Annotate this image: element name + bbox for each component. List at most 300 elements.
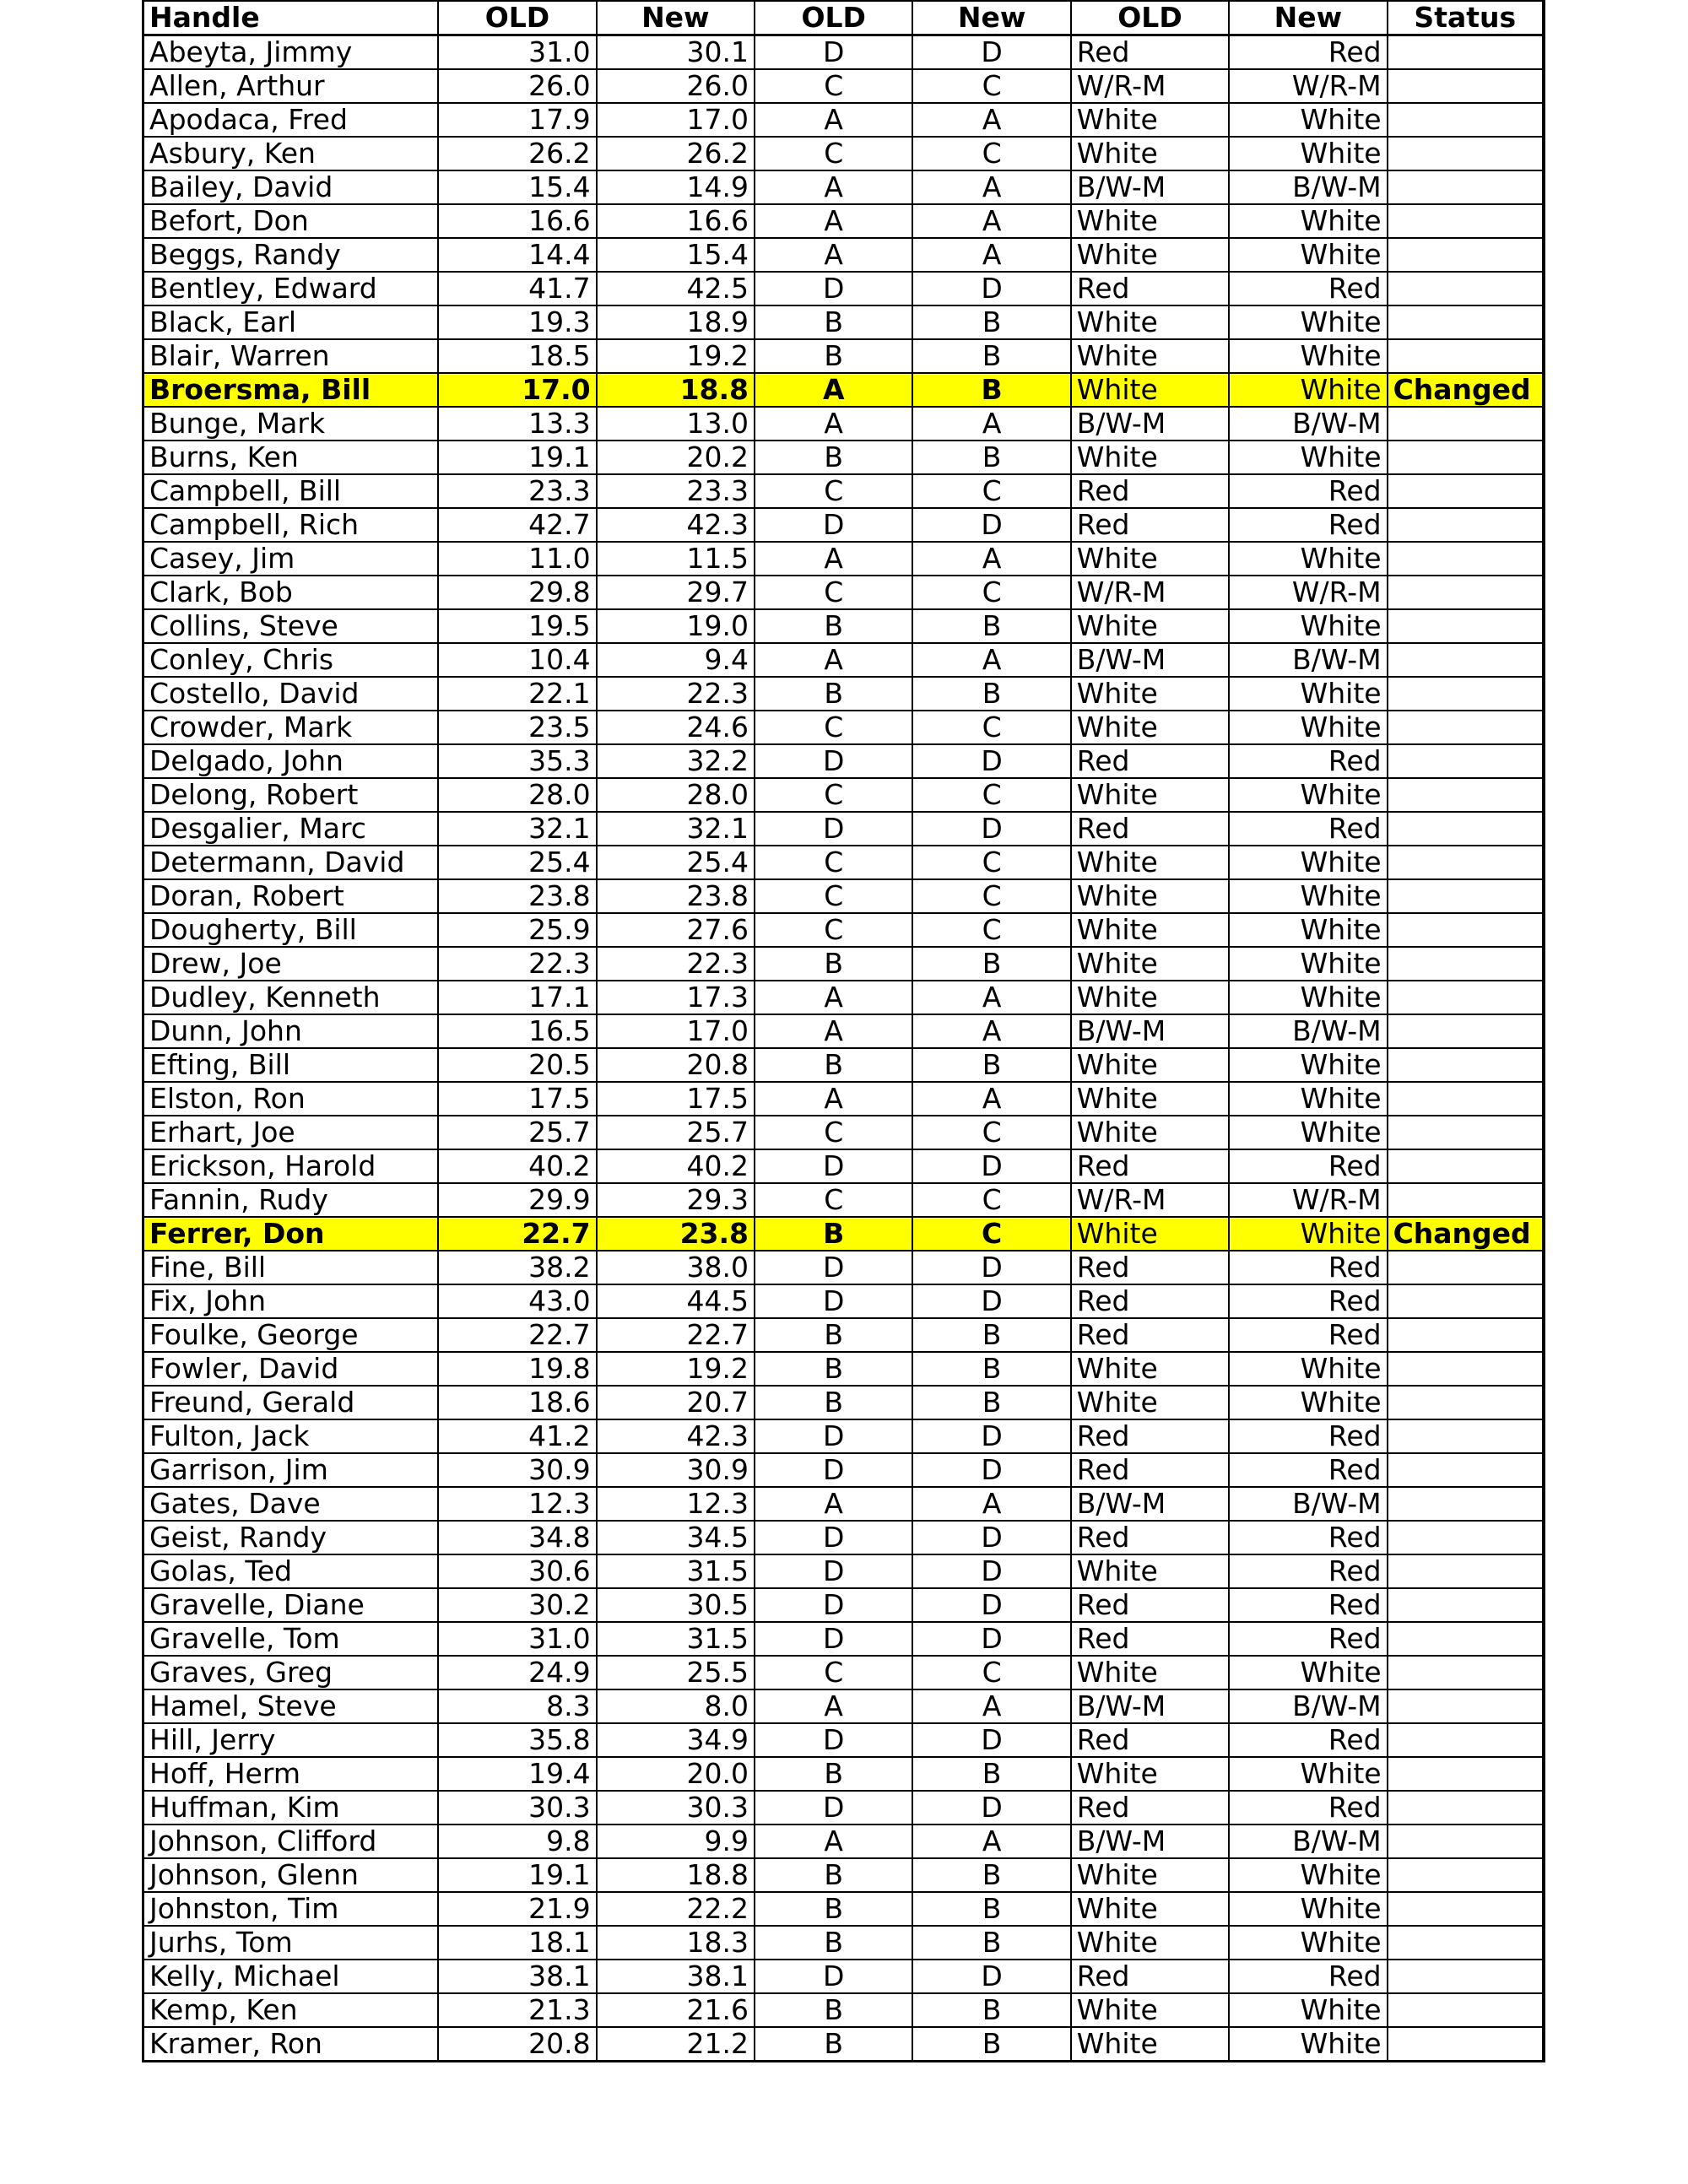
table-row [143,204,1545,238]
cell-new-grade: D [912,1554,1070,1588]
table-row [143,137,1545,170]
cell-new-color: W/R-M [1229,1183,1387,1217]
cell-new-color: White [1229,981,1387,1014]
cell-new-color: Red [1229,474,1387,508]
cell-old-number: 35.3 [438,744,596,778]
cell-new-grade: D [912,1453,1070,1487]
cell-old-number: 19.3 [438,305,596,339]
cell-new-number: 21.2 [597,2027,755,2062]
cell-old-grade: A [755,981,912,1014]
cell-handle: Elston, Ron [143,1082,439,1116]
cell-new-number: 18.9 [597,305,755,339]
cell-new-grade: B [912,1993,1070,2027]
cell-new-grade: A [912,542,1070,576]
cell-old-number: 21.3 [438,1993,596,2027]
cell-new-grade: B [912,1318,1070,1352]
table-row [143,1656,1545,1689]
cell-new-number: 21.6 [597,1993,755,2027]
cell-new-grade: A [912,643,1070,677]
cell-handle: Delgado, John [143,744,439,778]
cell-status [1388,305,1544,339]
cell-new-number: 23.8 [597,879,755,913]
cell-handle: Hamel, Steve [143,1689,439,1723]
cell-handle: Foulke, George [143,1318,439,1352]
cell-old-grade: C [755,711,912,744]
cell-old-color: W/R-M [1071,1183,1229,1217]
cell-new-number: 16.6 [597,204,755,238]
cell-new-number: 9.9 [597,1825,755,1858]
cell-handle: Johnson, Clifford [143,1825,439,1858]
cell-new-color: White [1229,137,1387,170]
cell-new-number: 22.2 [597,1892,755,1926]
cell-old-color: White [1071,1892,1229,1926]
cell-old-color: Red [1071,272,1229,305]
cell-new-number: 34.9 [597,1723,755,1757]
cell-old-number: 22.3 [438,947,596,981]
table-row [143,2027,1545,2062]
cell-old-grade: C [755,1183,912,1217]
cell-new-color: Red [1229,1149,1387,1183]
cell-old-number: 21.9 [438,1892,596,1926]
cell-new-color: White [1229,103,1387,137]
cell-handle: Casey, Jim [143,542,439,576]
table-row [143,812,1545,846]
cell-new-grade: D [912,1521,1070,1554]
cell-new-color: W/R-M [1229,576,1387,609]
cell-old-grade: C [755,474,912,508]
cell-handle: Hill, Jerry [143,1723,439,1757]
table-row [143,508,1545,542]
cell-handle: Gravelle, Diane [143,1588,439,1622]
cell-new-grade: B [912,677,1070,711]
cell-new-grade: B [912,1048,1070,1082]
cell-new-number: 42.3 [597,1419,755,1453]
cell-handle: Freund, Gerald [143,1386,439,1419]
cell-new-number: 20.0 [597,1757,755,1791]
cell-old-color: White [1071,947,1229,981]
header-old-color: OLD [1071,1,1229,35]
cell-handle: Erhart, Joe [143,1116,439,1149]
cell-old-color: Red [1071,1521,1229,1554]
cell-old-number: 16.6 [438,204,596,238]
cell-new-number: 15.4 [597,238,755,272]
table-row [143,1251,1545,1284]
cell-new-number: 17.3 [597,981,755,1014]
cell-handle: Abeyta, Jimmy [143,35,439,70]
cell-old-number: 22.1 [438,677,596,711]
cell-old-number: 19.1 [438,1858,596,1892]
cell-new-number: 25.5 [597,1656,755,1689]
table-row [143,1791,1545,1825]
cell-old-grade: B [755,1993,912,2027]
cell-status [1388,1251,1544,1284]
cell-status [1388,441,1544,474]
cell-status [1388,1048,1544,1082]
cell-new-color: White [1229,1993,1387,2027]
cell-status [1388,204,1544,238]
cell-new-color: White [1229,1926,1387,1960]
cell-new-number: 13.0 [597,407,755,441]
cell-old-color: White [1071,103,1229,137]
cell-new-color: Red [1229,812,1387,846]
header-new-number: New [597,1,755,35]
cell-old-color: W/R-M [1071,69,1229,103]
cell-status [1388,1588,1544,1622]
table-row [143,1116,1545,1149]
cell-old-color: Red [1071,1149,1229,1183]
table-row [143,1554,1545,1588]
cell-handle: Black, Earl [143,305,439,339]
cell-handle: Johnston, Tim [143,1892,439,1926]
cell-old-number: 19.4 [438,1757,596,1791]
cell-old-number: 18.5 [438,339,596,373]
cell-new-color: Red [1229,272,1387,305]
cell-new-number: 18.3 [597,1926,755,1960]
cell-status [1388,576,1544,609]
table-row [143,1993,1545,2027]
cell-old-number: 18.6 [438,1386,596,1419]
cell-new-color: White [1229,677,1387,711]
cell-new-color: White [1229,1892,1387,1926]
cell-handle: Blair, Warren [143,339,439,373]
cell-old-color: White [1071,1116,1229,1149]
cell-status [1388,1757,1544,1791]
cell-handle: Hoff, Herm [143,1757,439,1791]
table-row [143,677,1545,711]
cell-status [1388,407,1544,441]
cell-old-color: White [1071,677,1229,711]
cell-handle: Efting, Bill [143,1048,439,1082]
cell-new-grade: A [912,103,1070,137]
cell-old-color: White [1071,1082,1229,1116]
cell-old-number: 32.1 [438,812,596,846]
cell-status [1388,711,1544,744]
cell-old-number: 25.9 [438,913,596,947]
cell-status [1388,474,1544,508]
cell-old-grade: D [755,1588,912,1622]
cell-old-color: White [1071,339,1229,373]
cell-old-color: Red [1071,812,1229,846]
cell-new-color: Red [1229,1960,1387,1993]
cell-old-number: 18.1 [438,1926,596,1960]
cell-old-number: 16.5 [438,1014,596,1048]
cell-new-number: 34.5 [597,1521,755,1554]
cell-old-grade: B [755,339,912,373]
cell-status [1388,69,1544,103]
cell-new-grade: B [912,2027,1070,2062]
cell-old-color: Red [1071,1284,1229,1318]
cell-old-number: 19.5 [438,609,596,643]
cell-handle: Fulton, Jack [143,1419,439,1453]
header-old-number: OLD [438,1,596,35]
table-row [143,846,1545,879]
cell-old-grade: A [755,1825,912,1858]
cell-status [1388,1926,1544,1960]
cell-new-color: B/W-M [1229,1014,1387,1048]
cell-old-number: 30.6 [438,1554,596,1588]
cell-status [1388,1892,1544,1926]
cell-new-number: 20.7 [597,1386,755,1419]
table-row [143,1757,1545,1791]
cell-old-color: White [1071,1757,1229,1791]
cell-status [1388,508,1544,542]
cell-handle: Apodaca, Fred [143,103,439,137]
cell-status [1388,1858,1544,1892]
cell-handle: Determann, David [143,846,439,879]
cell-new-color: White [1229,947,1387,981]
cell-old-color: Red [1071,1960,1229,1993]
cell-old-color: White [1071,981,1229,1014]
cell-status [1388,1993,1544,2027]
cell-new-color: White [1229,1048,1387,1082]
cell-handle: Geist, Randy [143,1521,439,1554]
cell-new-color: White [1229,1217,1387,1251]
table-row [143,1014,1545,1048]
cell-old-color: White [1071,1217,1229,1251]
cell-new-number: 25.4 [597,846,755,879]
cell-status [1388,1419,1544,1453]
cell-status [1388,137,1544,170]
table-row [143,1858,1545,1892]
cell-new-grade: A [912,1825,1070,1858]
cell-old-number: 35.8 [438,1723,596,1757]
cell-new-color: White [1229,542,1387,576]
cell-old-grade: D [755,35,912,70]
cell-new-number: 38.1 [597,1960,755,1993]
cell-new-grade: D [912,1149,1070,1183]
cell-handle: Campbell, Bill [143,474,439,508]
cell-new-color: White [1229,879,1387,913]
cell-handle: Kramer, Ron [143,2027,439,2062]
cell-new-color: Red [1229,1791,1387,1825]
cell-old-grade: B [755,441,912,474]
cell-new-color: White [1229,238,1387,272]
cell-new-color: White [1229,373,1387,407]
cell-old-color: Red [1071,744,1229,778]
table-row [143,576,1545,609]
cell-status [1388,879,1544,913]
table-row [143,170,1545,204]
cell-old-grade: A [755,1487,912,1521]
cell-new-color: Red [1229,1521,1387,1554]
table-row [143,1318,1545,1352]
table-row [143,1419,1545,1453]
table-row [143,1521,1545,1554]
cell-new-color: Red [1229,508,1387,542]
cell-new-grade: D [912,812,1070,846]
cell-old-number: 41.2 [438,1419,596,1453]
cell-status [1388,812,1544,846]
cell-new-color: W/R-M [1229,69,1387,103]
cell-status [1388,1183,1544,1217]
cell-status [1388,1116,1544,1149]
cell-old-number: 29.9 [438,1183,596,1217]
cell-old-color: Red [1071,1588,1229,1622]
table-row [143,474,1545,508]
table-row [143,1284,1545,1318]
table-row [143,1960,1545,1993]
cell-handle: Fix, John [143,1284,439,1318]
cell-status [1388,35,1544,70]
table-row [143,981,1545,1014]
cell-status [1388,2027,1544,2062]
cell-old-grade: D [755,1453,912,1487]
cell-new-grade: D [912,1723,1070,1757]
cell-old-grade: B [755,1048,912,1082]
cell-old-grade: C [755,69,912,103]
cell-old-number: 30.9 [438,1453,596,1487]
cell-new-grade: C [912,1183,1070,1217]
cell-new-grade: D [912,1960,1070,1993]
cell-new-color: Red [1229,1453,1387,1487]
cell-new-color: B/W-M [1229,643,1387,677]
cell-new-color: B/W-M [1229,170,1387,204]
cell-handle: Doran, Robert [143,879,439,913]
cell-old-color: Red [1071,35,1229,70]
cell-new-color: Red [1229,1554,1387,1588]
cell-new-grade: C [912,846,1070,879]
cell-old-grade: D [755,1723,912,1757]
cell-status [1388,1723,1544,1757]
cell-handle: Dudley, Kenneth [143,981,439,1014]
cell-new-color: Red [1229,1318,1387,1352]
cell-new-color: White [1229,305,1387,339]
cell-old-color: White [1071,373,1229,407]
cell-new-number: 20.2 [597,441,755,474]
cell-status [1388,1622,1544,1656]
cell-handle: Dougherty, Bill [143,913,439,947]
cell-new-grade: A [912,204,1070,238]
cell-status [1388,677,1544,711]
cell-new-grade: C [912,778,1070,812]
cell-old-grade: B [755,1892,912,1926]
cell-old-grade: A [755,238,912,272]
cell-old-grade: A [755,1014,912,1048]
cell-old-grade: B [755,1926,912,1960]
cell-new-color: White [1229,441,1387,474]
cell-new-number: 19.2 [597,1352,755,1386]
table-row [143,1689,1545,1723]
cell-status [1388,1487,1544,1521]
cell-new-number: 22.3 [597,947,755,981]
cell-handle: Graves, Greg [143,1656,439,1689]
cell-old-number: 40.2 [438,1149,596,1183]
cell-old-number: 14.4 [438,238,596,272]
cell-old-grade: B [755,609,912,643]
cell-handle: Golas, Ted [143,1554,439,1588]
cell-new-grade: B [912,609,1070,643]
cell-old-color: White [1071,1993,1229,2027]
cell-old-color: B/W-M [1071,407,1229,441]
header-new-color: New [1229,1,1387,35]
cell-old-grade: B [755,305,912,339]
cell-status [1388,1453,1544,1487]
cell-new-grade: B [912,1858,1070,1892]
cell-new-number: 30.1 [597,35,755,70]
cell-status [1388,1554,1544,1588]
cell-new-number: 17.0 [597,1014,755,1048]
cell-old-grade: D [755,1554,912,1588]
cell-old-grade: B [755,1757,912,1791]
table-row [143,711,1545,744]
cell-status: Changed [1388,1217,1544,1251]
cell-status [1388,1014,1544,1048]
cell-old-number: 20.8 [438,2027,596,2062]
cell-handle: Kelly, Michael [143,1960,439,1993]
header-handle: Handle [143,1,439,35]
cell-new-color: White [1229,711,1387,744]
cell-status [1388,1689,1544,1723]
cell-new-grade: C [912,576,1070,609]
cell-new-color: White [1229,1082,1387,1116]
cell-old-color: Red [1071,1723,1229,1757]
cell-new-grade: A [912,170,1070,204]
cell-new-color: White [1229,1352,1387,1386]
cell-old-number: 26.2 [438,137,596,170]
cell-old-number: 8.3 [438,1689,596,1723]
cell-new-number: 20.8 [597,1048,755,1082]
cell-handle: Delong, Robert [143,778,439,812]
cell-new-grade: B [912,1892,1070,1926]
cell-old-color: White [1071,2027,1229,2062]
cell-new-grade: A [912,981,1070,1014]
cell-new-grade: C [912,474,1070,508]
cell-old-color: Red [1071,508,1229,542]
table-row [143,778,1545,812]
cell-old-grade: B [755,1386,912,1419]
cell-new-grade: D [912,1791,1070,1825]
cell-status [1388,1521,1544,1554]
cell-old-number: 43.0 [438,1284,596,1318]
cell-status [1388,778,1544,812]
cell-new-color: B/W-M [1229,407,1387,441]
cell-old-grade: C [755,137,912,170]
cell-old-color: B/W-M [1071,1825,1229,1858]
cell-new-grade: B [912,947,1070,981]
cell-old-grade: C [755,1656,912,1689]
cell-old-color: Red [1071,1251,1229,1284]
cell-new-number: 26.2 [597,137,755,170]
cell-new-color: White [1229,846,1387,879]
cell-new-number: 32.1 [597,812,755,846]
cell-new-grade: D [912,1419,1070,1453]
cell-new-grade: D [912,35,1070,70]
cell-status [1388,1284,1544,1318]
cell-new-color: White [1229,2027,1387,2062]
cell-old-number: 31.0 [438,1622,596,1656]
cell-old-number: 34.8 [438,1521,596,1554]
table-row [143,542,1545,576]
cell-handle: Dunn, John [143,1014,439,1048]
cell-status [1388,1825,1544,1858]
cell-handle: Campbell, Rich [143,508,439,542]
cell-handle: Jurhs, Tom [143,1926,439,1960]
cell-old-color: White [1071,137,1229,170]
cell-old-grade: D [755,508,912,542]
header-status: Status [1388,1,1544,35]
cell-old-color: White [1071,238,1229,272]
cell-old-color: White [1071,711,1229,744]
table-row [143,744,1545,778]
cell-new-grade: A [912,1689,1070,1723]
cell-old-grade: B [755,1352,912,1386]
cell-old-color: Red [1071,1419,1229,1453]
cell-new-grade: D [912,508,1070,542]
table-row [143,1386,1545,1419]
table-row [143,69,1545,103]
cell-handle: Garrison, Jim [143,1453,439,1487]
table-row [143,609,1545,643]
